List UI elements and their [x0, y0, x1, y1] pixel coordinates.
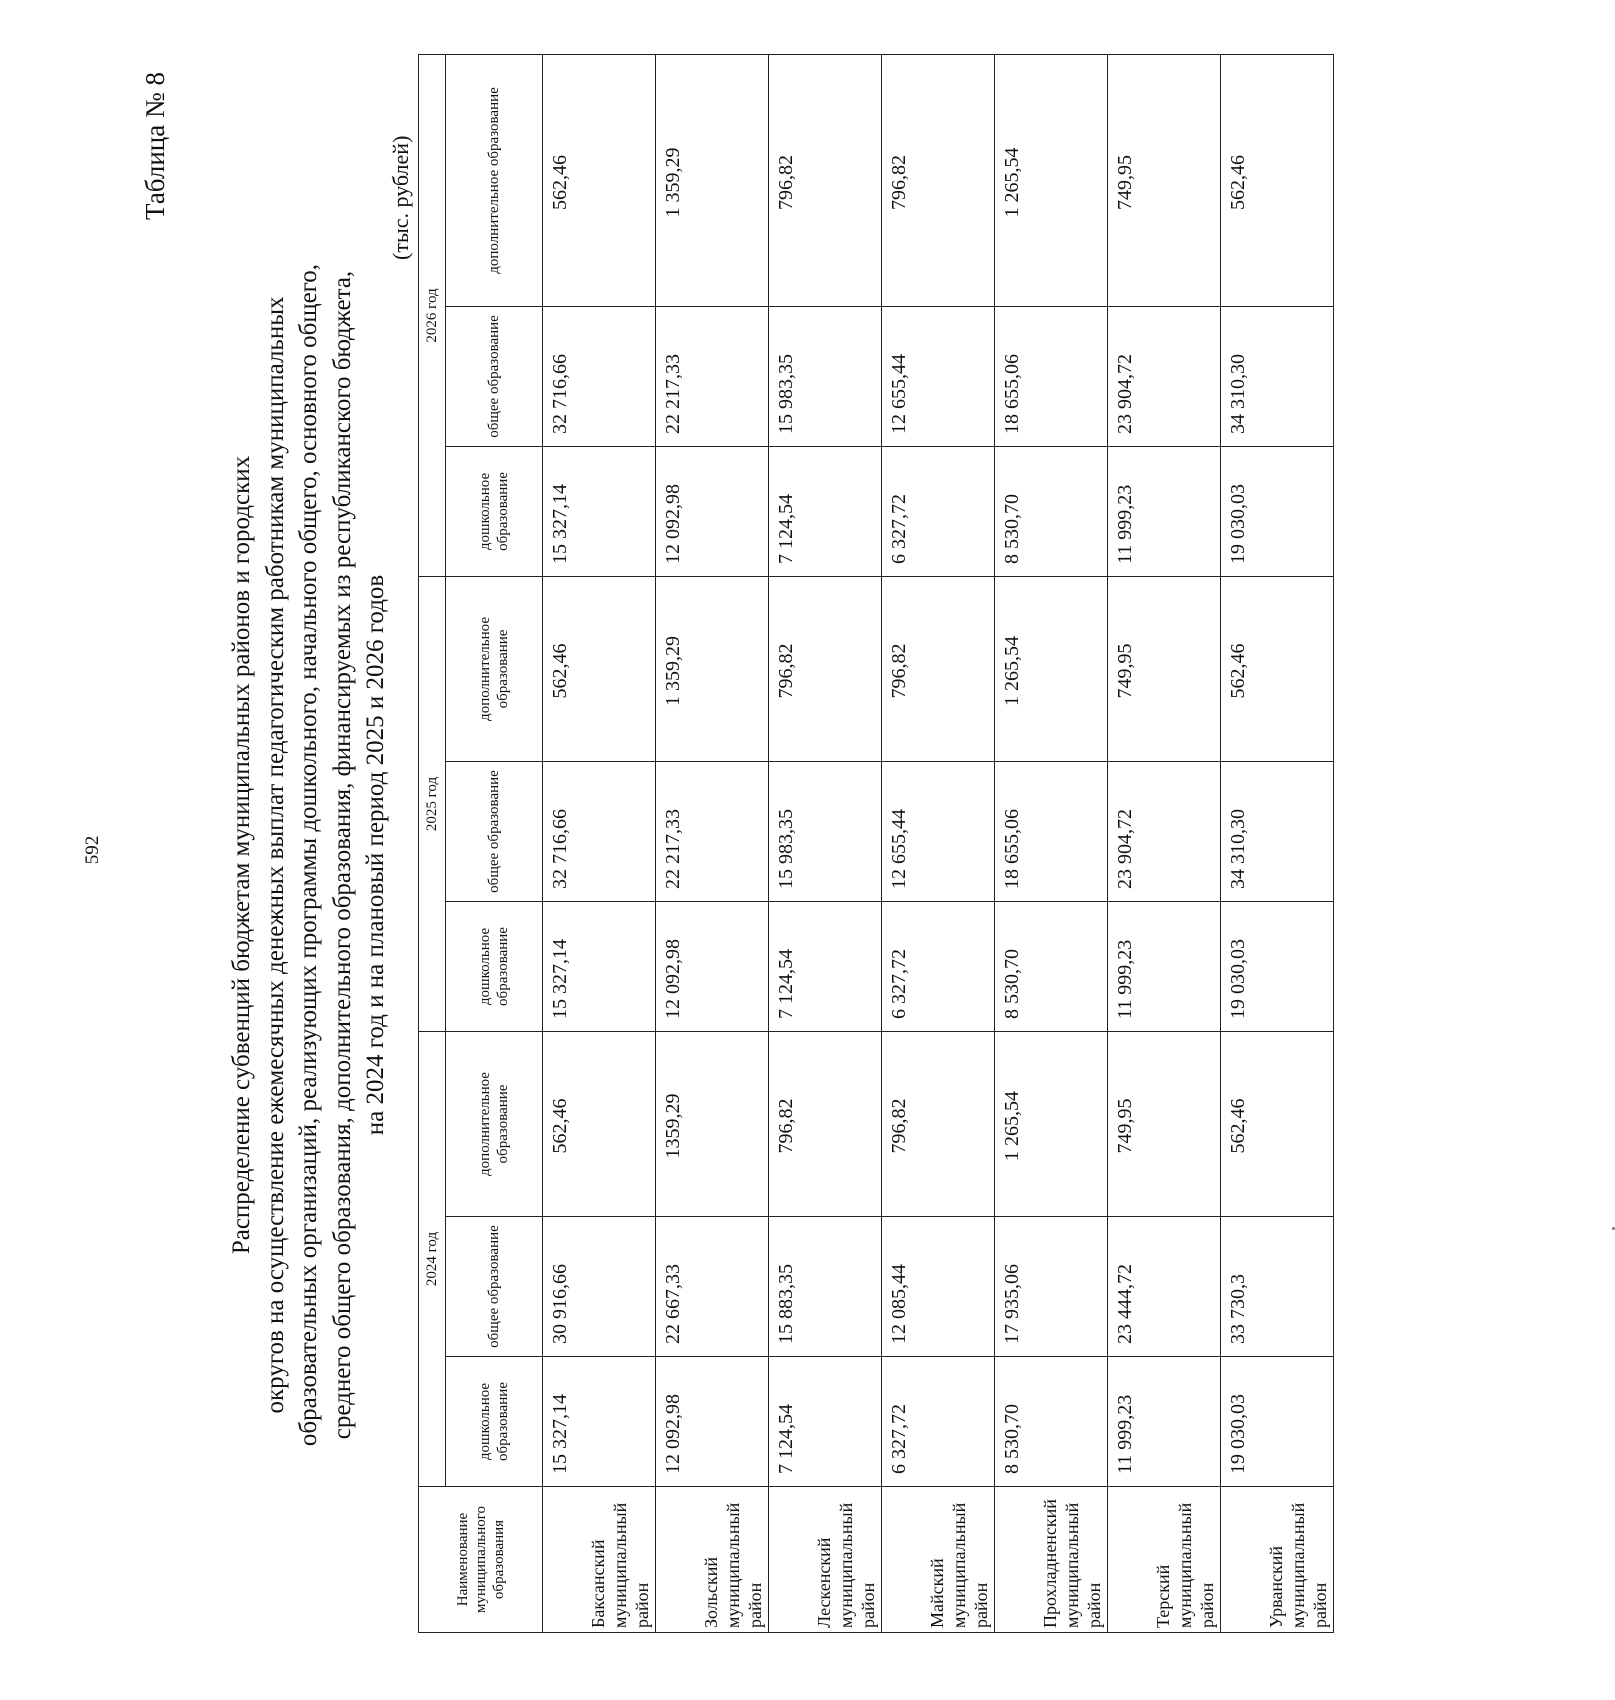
year-header-2026: 2026 год — [419, 54, 446, 576]
table-row — [769, 54, 882, 1632]
year-header-row — [419, 54, 446, 1632]
value-cell: 23 444,72 — [1108, 1217, 1221, 1357]
value-cell: 562,46 — [543, 54, 656, 306]
value-cell: 7 124,54 — [769, 901, 882, 1031]
sub-header-additional: дополнительное образование — [446, 1031, 543, 1216]
municipality-name: Прохладненский муниципальный район — [995, 1487, 1108, 1633]
value-cell: 19 030,03 — [1221, 901, 1334, 1031]
sub-header-additional: дополнительное образование — [446, 576, 543, 761]
municipality-name: Урванский муниципальный район — [1221, 1487, 1334, 1633]
value-cell: 32 716,66 — [543, 761, 656, 901]
table-row — [1108, 54, 1221, 1632]
value-cell: 749,95 — [1108, 1031, 1221, 1216]
value-cell: 6 327,72 — [882, 446, 995, 576]
municipality-name: Баксанский муниципальный район — [543, 1487, 656, 1633]
value-cell: 11 999,23 — [1108, 446, 1221, 576]
value-cell: 1 265,54 — [995, 54, 1108, 306]
value-cell: 1 265,54 — [995, 1031, 1108, 1216]
value-cell: 19 030,03 — [1221, 446, 1334, 576]
table-row — [995, 54, 1108, 1632]
value-cell: 23 904,72 — [1108, 761, 1221, 901]
municipality-name: Зольский муниципальный район — [656, 1487, 769, 1633]
sub-header-general: общее образование — [446, 306, 543, 446]
value-cell: 562,46 — [543, 1031, 656, 1216]
sub-header-general: общее образование — [446, 1217, 543, 1357]
value-cell: 30 916,66 — [543, 1217, 656, 1357]
municipality-name: Майский муниципальный район — [882, 1487, 995, 1633]
value-cell: 34 310,30 — [1221, 306, 1334, 446]
value-cell: 11 999,23 — [1108, 901, 1221, 1031]
value-cell: 6 327,72 — [882, 1357, 995, 1487]
table-row — [656, 54, 769, 1632]
value-cell: 1 359,29 — [656, 54, 769, 306]
value-cell: 15 327,14 — [543, 1357, 656, 1487]
value-cell: 11 999,23 — [1108, 1357, 1221, 1487]
value-cell: 17 935,06 — [995, 1217, 1108, 1357]
value-cell: 18 655,06 — [995, 306, 1108, 446]
value-cell: 15 883,35 — [769, 1217, 882, 1357]
value-cell: 796,82 — [882, 1031, 995, 1216]
value-cell: 12 085,44 — [882, 1217, 995, 1357]
sub-header-row — [446, 54, 543, 1632]
subvention-table — [418, 54, 1334, 1633]
value-cell: 796,82 — [769, 576, 882, 761]
value-cell: 33 730,3 — [1221, 1217, 1334, 1357]
value-cell: 1 265,54 — [995, 576, 1108, 761]
sub-header-preschool: дошкольное образование — [446, 1357, 543, 1487]
title-line: Распределение субвенций бюджетам муниципальных районов и городских — [228, 455, 255, 1255]
table-row — [543, 54, 656, 1632]
municipality-name: Лескенский муниципальный район — [769, 1487, 882, 1633]
title-line: среднего общего образования, дополнительного образования, финансируемых из республиканского бюджета, — [328, 270, 356, 1440]
title-line: образовательных организаций, реализующих программы дошкольного, начального общего, основного общего, — [295, 263, 322, 1447]
value-cell: 12 092,98 — [656, 1357, 769, 1487]
units-label: (тыс. рублей) — [388, 135, 413, 260]
value-cell: 796,82 — [769, 54, 882, 306]
sub-header-preschool: дошкольное образование — [446, 901, 543, 1031]
value-cell: 1 359,29 — [656, 576, 769, 761]
value-cell: 7 124,54 — [769, 446, 882, 576]
value-cell: 796,82 — [769, 1031, 882, 1216]
value-cell: 6 327,72 — [882, 901, 995, 1031]
value-cell: 12 655,44 — [882, 761, 995, 901]
document-title — [225, 70, 393, 1640]
value-cell: 7 124,54 — [769, 1357, 882, 1487]
value-cell: 749,95 — [1108, 54, 1221, 306]
value-cell: 22 667,33 — [656, 1217, 769, 1357]
year-header-2024: 2024 год — [419, 1031, 446, 1486]
sub-header-general: общее образование — [446, 761, 543, 901]
value-cell: 796,82 — [882, 54, 995, 306]
value-cell: 796,82 — [882, 576, 995, 761]
value-cell: 8 530,70 — [995, 1357, 1108, 1487]
value-cell: 8 530,70 — [995, 446, 1108, 576]
sub-header-additional: дополнительное образование — [446, 54, 543, 306]
value-cell: 18 655,06 — [995, 761, 1108, 901]
value-cell: 1359,29 — [656, 1031, 769, 1216]
table-row — [882, 54, 995, 1632]
municipality-name: Терский муниципальный район — [1108, 1487, 1221, 1633]
value-cell: 12 655,44 — [882, 306, 995, 446]
value-cell: 15 327,14 — [543, 446, 656, 576]
table-label: Таблица № 8 — [140, 72, 170, 220]
year-header-2025: 2025 год — [419, 576, 446, 1031]
name-column-header: Наименование муниципального образования — [419, 1487, 543, 1633]
value-cell: 562,46 — [1221, 576, 1334, 761]
value-cell: 23 904,72 — [1108, 306, 1221, 446]
page-number: 592 — [82, 835, 103, 865]
value-cell: 12 092,98 — [656, 446, 769, 576]
value-cell: 32 716,66 — [543, 306, 656, 446]
value-cell: 12 092,98 — [656, 901, 769, 1031]
sub-header-preschool: дошкольное образование — [446, 446, 543, 576]
value-cell: 749,95 — [1108, 576, 1221, 761]
value-cell: 15 983,35 — [769, 761, 882, 901]
title-line: на 2024 год и на плановый период 2025 и 2026 годов — [362, 574, 389, 1136]
value-cell: 34 310,30 — [1221, 761, 1334, 901]
value-cell: 22 217,33 — [656, 761, 769, 901]
value-cell: 562,46 — [1221, 54, 1334, 306]
value-cell: 562,46 — [543, 576, 656, 761]
value-cell: 562,46 — [1221, 1031, 1334, 1216]
value-cell: 22 217,33 — [656, 306, 769, 446]
value-cell: 15 327,14 — [543, 901, 656, 1031]
value-cell: 8 530,70 — [995, 901, 1108, 1031]
table-row — [1221, 54, 1334, 1632]
title-line: округов на осуществление ежемесячных денежных выплат педагогическим работникам муниципальных — [261, 296, 289, 1414]
value-cell: 15 983,35 — [769, 306, 882, 446]
value-cell: 19 030,03 — [1221, 1357, 1334, 1487]
